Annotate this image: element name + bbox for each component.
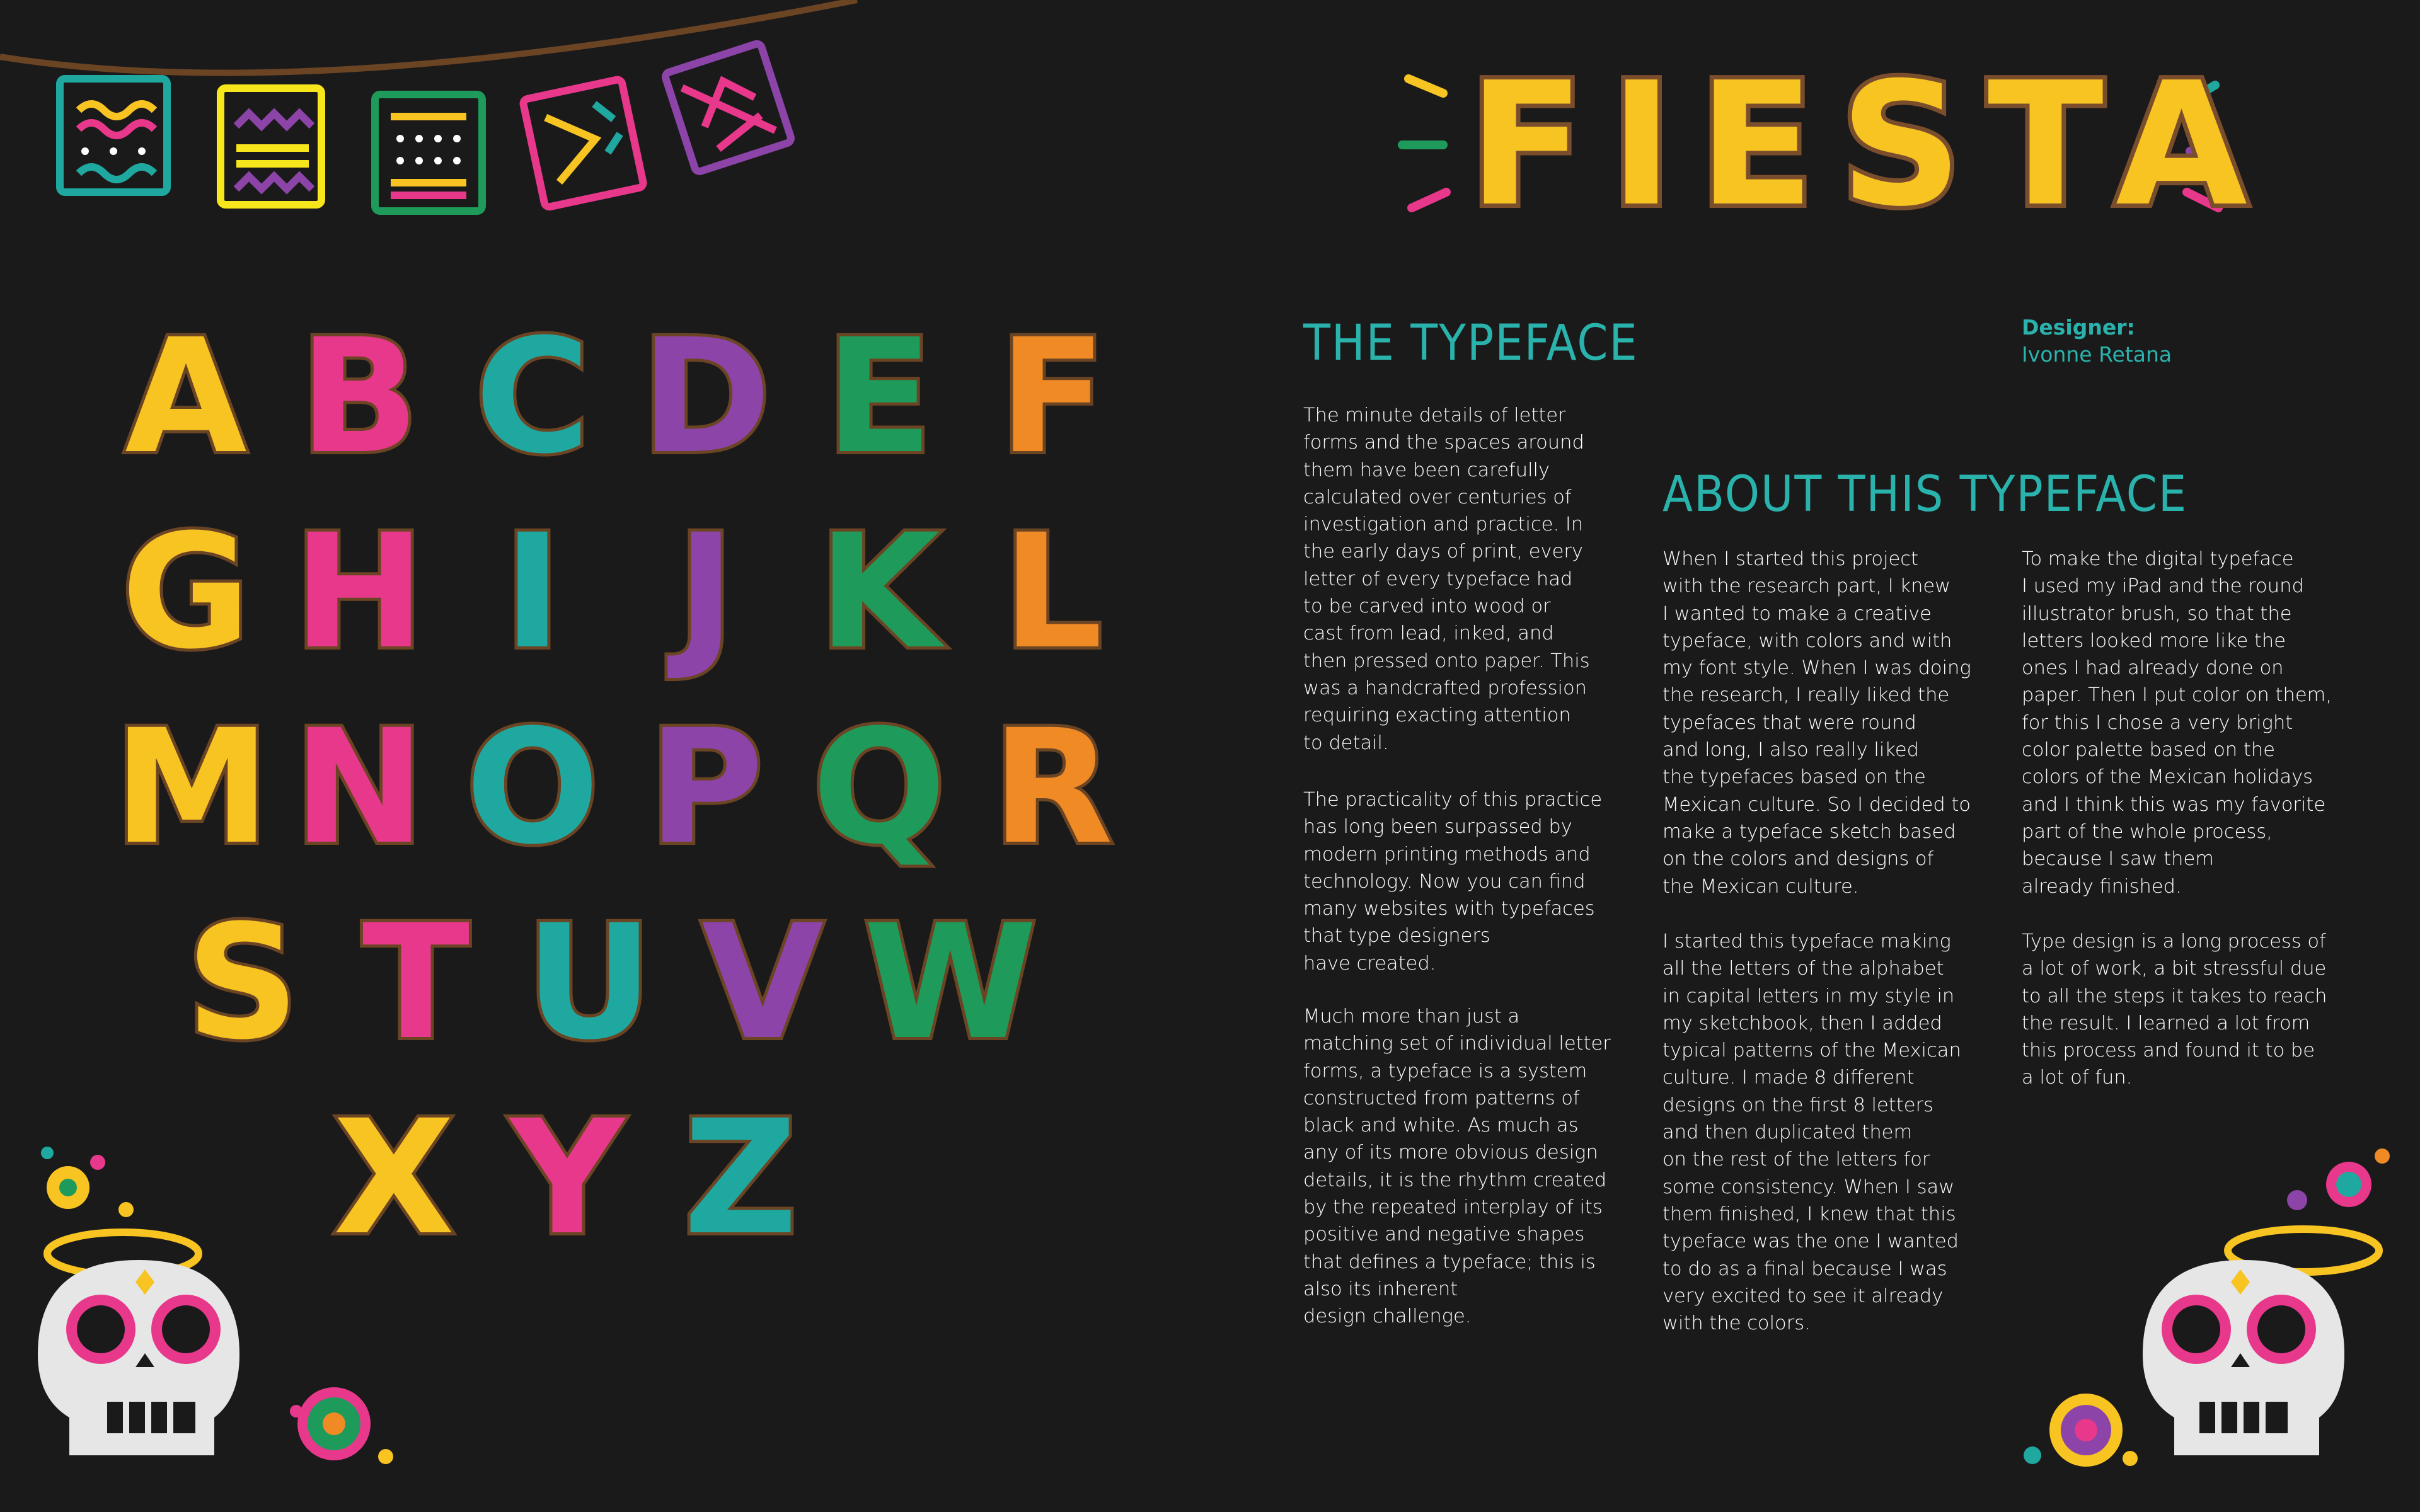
typeface-paragraph-3: Much more than just a matching set of individual letter forms, a typeface is a system constructed from patterns of black and white. As much as any of its more obvious design details, it is the rhythm created by the repeated interplay of its positive and negative shapes that defines a typeface; this is also its inherent design challenge. [1303,1005,1611,1328]
about-col1-paragraph-1: When I started this project with the research part, I knew I wanted to make a creative typeface, with colors and with my font style. When I was doing the research, I really liked the typefaces that were round and long, I also really liked the typefaces based on the Mexican culture. So I decided to make a typeface sketch based on the colors and designs of the Mexican culture. [1662,548,1971,898]
about-col1-paragraph-2: I started this typeface making all the letters of the alphabet in capital letters in my style in my sketchbook, then I added typical patterns of the Mexican culture. I made 8 different designs on the first 8 letters and then duplicated them on the rest of the letters for some consistency. When I saw them finished, I knew that this typeface was the one I wanted to do as a final because I was very excited to see it already with the colors. [1662,931,1961,1335]
flag-yellow [221,88,321,205]
alphabet-letter-h: H [293,500,425,684]
about-col2-paragraph-1: To make the digital typeface I used my iPad and the round illustrator brush, so that the letters looked more like the ones I had already done on paper. Then I put color on them, for this I chose a very bright color palette based on the colors of the Mexican holidays and I think this was my favorite part of the whole process, because I saw them already finished. [2022,548,2332,898]
designer-name: Ivonne Retana [2022,342,2172,367]
alphabet-letter-w: W [863,891,1037,1074]
flag-purple [664,43,792,173]
alphabet-letter-j: J [676,500,735,684]
sugar-skull-left [38,1232,239,1455]
fiesta-title: FIESTA [1468,45,2273,244]
alphabet-letter-q: Q [812,696,947,879]
alphabet-letter-m: M [113,696,270,879]
alphabet-letter-g: G [121,500,251,684]
alphabet-letter-o: O [465,696,600,879]
alphabet-letter-k: K [818,500,940,684]
alphabet-letter-n: N [293,696,425,879]
flag-green [375,94,482,211]
alphabet-letter-t: T [362,891,470,1074]
alphabet-letter-r: R [991,696,1114,879]
about-heading: ABOUT THIS TYPEFACE [1662,466,2188,523]
alphabet-letter-e: E [825,305,933,488]
sugar-skull-right [2143,1229,2379,1455]
alphabet-letter-z: Z [683,1086,798,1269]
alphabet-letter-d: D [640,305,771,488]
typeface-paragraph-1: The minute details of letter forms and the spaces around them have been carefully calculated over centuries of investigation and practice. In the early days of print, every letter of every typeface had to be carved into wood or cast from lead, inked, and then pressed onto paper. This was a handcrafted profession requiring exacting attention to detail. [1303,404,1590,754]
banner-string [0,0,857,73]
alphabet-letter-i: I [503,500,562,684]
about-col2-paragraph-2: Type design is a long process of a lot of work, a bit stressful due to all the steps it takes to reach the result. I learned a lot from this process and found it to be a lot of fun. [2022,931,2327,1089]
alphabet-letter-s: S [185,891,300,1074]
alphabet-letter-v: V [701,891,824,1074]
typeface-paragraph-2: The practicality of this practice has long been surpassed by modern printing methods and technology. Now you can find many websites with typefaces that type designers have created. [1303,789,1603,975]
typeface-heading: THE TYPEFACE [1303,315,1639,372]
alphabet-letter-p: P [648,696,764,879]
alphabet-letter-u: U [525,891,654,1074]
designer-label: Designer: [2022,315,2135,340]
alphabet-letter-a: A [125,305,247,488]
alphabet-letter-f: F [998,305,1107,488]
alphabet-showcase [113,305,1114,1269]
flag-teal [60,79,167,192]
alphabet-letter-x: X [333,1086,455,1269]
alphabet-letter-y: Y [510,1086,625,1269]
alphabet-letter-b: B [299,305,420,488]
flag-pink [522,79,644,207]
alphabet-letter-c: C [475,305,591,488]
papel-picado-banner [60,43,792,211]
alphabet-letter-l: L [1002,500,1103,684]
